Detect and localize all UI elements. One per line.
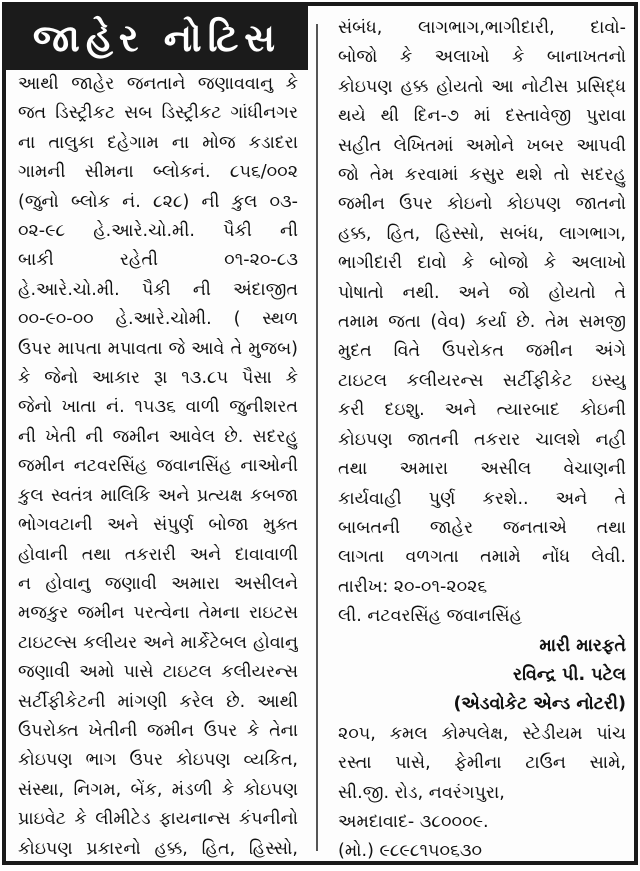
- body-line: સંબંધ, લાગભાગ,ભાગીદારી, દાવો-: [338, 18, 626, 38]
- body-line: બાકી રહેતી ૦૧-૨૦-૮૩: [18, 250, 298, 271]
- body-line: મજકુર જમીન પરત્વેના તેમના રાઇટસ: [18, 603, 298, 624]
- body-line: ઉપર માપતા મપાવતા જે આવે તે મુજબ): [18, 338, 298, 359]
- body-line: થયે થી દિન-૭ માં દસ્તાવેજી પુરાવા: [338, 106, 626, 127]
- body-line: કોઇપણ હક્ક હોયતો આ નોટીસ પ્રસિદ્ધ: [338, 76, 626, 97]
- body-line: તમામ જતા (વેવ) કર્યા છે. તેમ સમજી: [338, 312, 626, 333]
- body-line: જમીન નટવરસિંહ જવાનસિંહ નાઓની: [18, 456, 298, 477]
- body-line: ટાઇટલ કલીયરન્સ સર્ટીફીકેટ ઇસ્યુ: [338, 370, 626, 391]
- body-line: ન હોવાનુ જણાવી અમારા અસીલને: [18, 573, 298, 594]
- body-line: મુદત વિતે ઉપરોકત જમીન અંગે: [338, 341, 626, 362]
- body-line: ભાગીદારી દાવો કે બોજો કે અલાખો: [338, 253, 626, 274]
- body-line: ની ખેતી ની જમીન આવેલ છે. સદરહુ: [18, 426, 298, 447]
- body-line: હે.આરે.ચો.મી. પૈકી ની અંદાજીત: [18, 279, 298, 300]
- address-line: ૨૦૫, કમલ કોમ્પલેક્ષ, સ્ટેડીયમ પાંચ: [338, 723, 626, 744]
- body-line: સર્ટીફીકેટની માંગણી કરેલ છે. આથી: [18, 691, 298, 712]
- body-line: આથી જાહેર જનતાને જણાવવાનુ કે: [18, 74, 298, 94]
- body-line: ના તાલુકા દહેગામ ના મોજ કડાદરા: [18, 132, 298, 153]
- advocate-title: (એડવોકેટ એન્ડ નોટરી): [453, 694, 626, 715]
- body-line: લાગતા વળગતા તમામે નોંધ લેવી.: [338, 547, 626, 568]
- body-line: જેનો ખાતા નં. ૧૫૩૬ વાળી જુનીશરત: [18, 397, 298, 418]
- body-line: સંસ્થા, નિગમ, બેંક, મંડળી કે કોઇપણ: [18, 779, 298, 800]
- body-line: કોઇપણ જાતની તકરાર ચાલશે નહી: [338, 429, 626, 450]
- left-column: [6, 6, 308, 861]
- body-line: ઉપરોક્ત ખેતીની જમીન ઉપર કે તેના: [18, 720, 298, 741]
- advocate-name: રવિન્દ્ર પી. પટેલ: [513, 664, 626, 685]
- body-line: હોવાની તથા તકરારી અને દાવાવાળી: [18, 544, 298, 565]
- body-line: કોઇપણ પ્રકારનો હક્ક, હિત, હિસ્સો,: [18, 838, 298, 859]
- address-line: રસ્તા પાસે, ફેમીના ટાઉન સામે,: [338, 753, 626, 774]
- body-line: કરી દઇશુ. અને ત્યારબાદ કોઇની: [338, 400, 626, 421]
- address-line: સી.જી. રોડ, નવરંગપુરા,: [338, 782, 505, 803]
- body-line: બોજો કે અલાખો કે બાનાખતનો: [338, 47, 626, 68]
- body-line: કુલ સ્વતંત્ર માલિકિ અને પ્રત્યક્ષ કબજા: [18, 485, 298, 506]
- body-line: પ્રાઇવેટ કે લીમીટેડ ફાયનાન્સ કંપનીનો: [18, 809, 298, 830]
- notice-date: તારીખ: ૨૦-૦૧-૨૦૨૬: [338, 576, 488, 597]
- body-line: (જુનો બ્લોક નં. ૮૨૮) ની કુલ ૦૩-: [18, 191, 298, 212]
- phone-number: (મો.) ૯૮૯૮૧૫૦૬૩૦: [338, 841, 483, 862]
- body-line: ૦૨-૯૮ હે.આરે.ચો.મી. પૈકી ની: [18, 221, 298, 242]
- right-column: [332, 6, 634, 861]
- body-line: હક્ક, હિત, હિસ્સો, સબંધ, લાગભાગ,: [338, 223, 626, 244]
- address-line: અમદાવાદ- ૩૮૦૦૦૯.: [338, 811, 489, 832]
- body-line: બાબતની જાહેર જનતાએ તથા: [338, 517, 626, 538]
- body-line: પોષાતો નથી. અને જો હોયતો તે: [338, 282, 626, 303]
- column-divider: [316, 24, 318, 851]
- public-notice: [2, 2, 638, 865]
- signatory: લી. નટવરસિંહ જવાનસિંહ: [338, 606, 523, 627]
- body-line: કે જેનો આકાર રૂા ૧૩.૮૫ પૈસા કે: [18, 368, 298, 389]
- body-line: કાર્યવાહી પુર્ણ કરશે.. અને તે: [338, 488, 626, 509]
- body-line: જમીન ઉપર કોઇનો કોઇપણ જાતનો: [338, 194, 626, 215]
- body-line: ૦૦-૯૦-૦૦ હે.આરે.ચોમી. ( સ્થળ: [18, 309, 298, 330]
- body-line: ગામની સીમના બ્લોકનં. ૮૫૬/૦૦૨: [18, 162, 298, 183]
- through-label: મારી મારફતે: [539, 635, 626, 656]
- body-line: તથા અમારા અસીલ વેચાણની: [338, 459, 626, 480]
- body-line: ટાઇટલ્સ કલીયર અને માર્કેટેબલ હોવાનુ: [18, 632, 298, 653]
- body-line: સહીત લેખિતમાં અમોને ખબર આપવી: [338, 135, 626, 156]
- body-line: ભોગવટાની અને સંપુર્ણ બોજા મુક્ત: [18, 515, 298, 536]
- notice-title: જાહેર નોટિસ: [6, 6, 308, 70]
- body-line: જો તેમ કરવામાં કસુર થશે તો સદરહુ: [338, 165, 626, 186]
- body-line: કોઇપણ ભાગ ઉપર કોઇપણ વ્યકિત,: [18, 750, 298, 771]
- body-line: જણાવી અમો પાસે ટાઇટલ કલીયરન્સ: [18, 662, 298, 683]
- body-line: જત ડિસ્ટ્રીકટ સબ ડિસ્ટ્રીકટ ગાંધીનગર: [18, 103, 298, 124]
